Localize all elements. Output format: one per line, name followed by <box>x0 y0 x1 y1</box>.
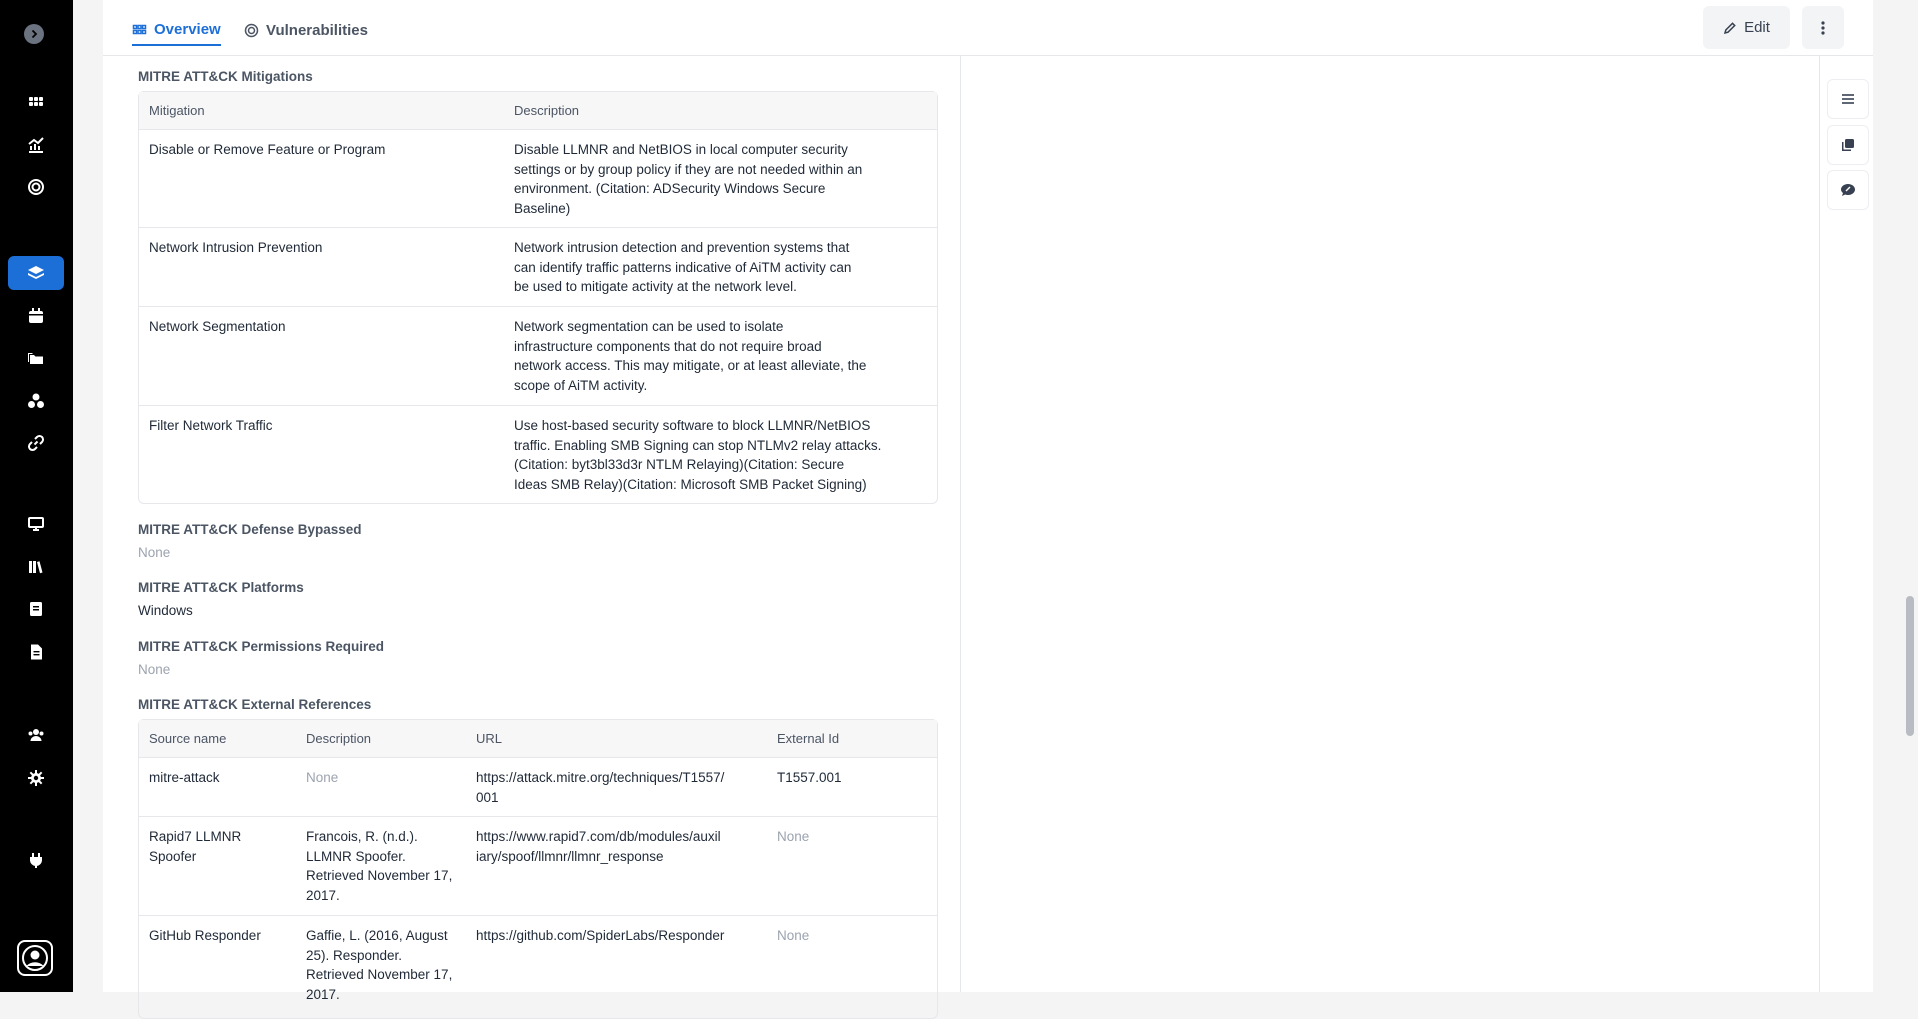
nav-links[interactable] <box>8 426 64 460</box>
reference-url[interactable]: 001 <box>476 789 499 805</box>
column-header: Mitigation <box>149 103 205 118</box>
description-line: (Citation: byt3bl33d3r NTLM Relaying)(Citation: Secure <box>514 457 845 473</box>
table-row <box>139 406 937 503</box>
monitor-icon <box>27 515 45 533</box>
description-line: Network intrusion detection and prevention systems that <box>514 240 850 255</box>
nav-monitor[interactable] <box>8 507 64 541</box>
nav-settings[interactable] <box>8 761 64 795</box>
tab-overview[interactable] <box>132 14 221 46</box>
description-line: Ideas SMB Relay)(Citation: Microsoft SMB Packet Signing) <box>514 476 867 492</box>
table-row <box>139 916 937 1016</box>
nav-users[interactable] <box>8 718 64 752</box>
nav-library[interactable] <box>8 550 64 584</box>
table-row <box>139 228 937 307</box>
reference-description: 2017. <box>306 887 340 903</box>
reference-description: 25). Responder. <box>306 947 403 963</box>
reference-description: LLMNR Spoofer. <box>306 848 406 864</box>
description-line: be used to mitigate activity at the network level. <box>514 279 797 295</box>
mitigation-name: Disable or Remove Feature or Program <box>149 142 386 157</box>
mitigation-name: Filter Network Traffic <box>149 418 273 433</box>
description-line: scope of AiTM activity. <box>514 377 648 393</box>
link-icon <box>27 434 45 452</box>
page-scrollbar[interactable] <box>1906 596 1914 736</box>
document-icon <box>27 643 45 661</box>
column-header: External Id <box>777 731 840 746</box>
nav-documents[interactable] <box>8 635 64 669</box>
reference-url[interactable]: https://attack.mitre.org/techniques/T1557/ <box>476 770 725 785</box>
reference-description: Gaffie, L. (2016, August <box>306 928 448 943</box>
description-line: Network segmentation can be used to isolate <box>514 319 784 334</box>
table-header <box>139 92 937 130</box>
main-panel <box>103 0 1873 1002</box>
right-rail <box>1819 56 1873 992</box>
source-name: GitHub Responder <box>149 928 261 943</box>
external-id: None <box>777 928 810 943</box>
description-line: Use host-based security software to block LLMNR/NetBIOS <box>514 418 871 433</box>
nav-integrations[interactable] <box>8 843 64 877</box>
user-icon <box>21 944 49 972</box>
defense-bypassed-value: None <box>138 545 171 560</box>
reference-description: 2017. <box>306 986 340 1002</box>
library-icon <box>27 558 45 576</box>
reference-description: Retrieved November 17, <box>306 967 453 983</box>
tab-label: Vulnerabilities <box>266 21 368 39</box>
description-line: settings or by group policy if they are not needed within an <box>514 161 863 177</box>
edit-label: Edit <box>1744 19 1770 36</box>
defense-bypassed-title: MITRE ATT&CK Defense Bypassed <box>138 522 362 537</box>
table-header <box>139 720 937 758</box>
pencil-icon <box>1723 21 1737 35</box>
outline-button[interactable] <box>1827 79 1869 119</box>
mitigation-name: Network Intrusion Prevention <box>149 240 323 255</box>
tab-label: Overview <box>154 20 221 38</box>
external-id: None <box>777 829 810 844</box>
nav-targets[interactable] <box>8 170 64 204</box>
edit-button[interactable] <box>1703 6 1790 49</box>
copy-button[interactable] <box>1827 125 1869 165</box>
column-header: URL <box>476 731 503 746</box>
analytics-icon <box>27 136 45 154</box>
reference-description: None <box>306 770 339 785</box>
comments-button[interactable] <box>1827 170 1869 210</box>
plug-icon <box>27 851 45 869</box>
permissions-title: MITRE ATT&CK Permissions Required <box>138 639 385 654</box>
gear-icon <box>27 769 45 787</box>
left-nav <box>0 0 73 992</box>
expand-sidebar-button[interactable] <box>24 24 44 44</box>
description-line: network access. This may mitigate, or at least alleviate, the <box>514 358 867 374</box>
calendar-icon <box>27 307 45 325</box>
column-header: Description <box>514 103 580 118</box>
table-row <box>139 758 937 817</box>
layers-icon <box>27 264 45 282</box>
copy-icon <box>1840 137 1856 153</box>
tab-bar <box>103 0 1873 56</box>
nav-dashboard[interactable] <box>8 85 64 119</box>
tab-vulnerabilities[interactable] <box>244 14 368 46</box>
column-header: Source name <box>149 731 227 746</box>
column-header: Description <box>306 731 372 746</box>
list-icon <box>1840 91 1856 107</box>
table-row <box>139 130 937 228</box>
description-line: environment. (Citation: ADSecurity Windows Secure <box>514 181 826 197</box>
reference-url[interactable]: iary/spoof/llmnr/llmnr_response <box>476 848 664 864</box>
source-name: Spoofer <box>149 848 197 864</box>
source-name: mitre-attack <box>149 770 220 785</box>
chevron-right-icon <box>29 29 39 39</box>
folders-icon <box>27 349 45 367</box>
mitigations-table <box>138 91 938 504</box>
reference-url[interactable]: https://www.rapid7.com/db/modules/auxil <box>476 829 721 844</box>
column-divider <box>960 56 961 992</box>
mitigation-name: Network Segmentation <box>149 319 286 334</box>
target-icon <box>27 178 45 196</box>
reference-url[interactable]: https://github.com/SpiderLabs/Responder <box>476 928 725 943</box>
platforms-value: Windows <box>138 603 193 618</box>
references-title: MITRE ATT&CK External References <box>138 697 372 712</box>
mitigations-title: MITRE ATT&CK Mitigations <box>138 69 313 84</box>
external-id: T1557.001 <box>777 770 842 785</box>
table-row <box>139 817 937 916</box>
user-avatar[interactable] <box>17 940 53 976</box>
nav-calendar[interactable] <box>8 299 64 333</box>
reference-description: Francois, R. (n.d.). <box>306 829 418 844</box>
kebab-menu-icon <box>1821 21 1825 35</box>
permissions-value: None <box>138 662 171 677</box>
target-icon <box>244 23 259 38</box>
description-line: Baseline) <box>514 200 571 216</box>
nav-hazards[interactable] <box>8 384 64 418</box>
description-line: infrastructure components that do not require broad <box>514 338 822 354</box>
users-icon <box>27 726 45 744</box>
description-line: can identify traffic patterns indicative of AiTM activity can <box>514 259 852 275</box>
references-table <box>138 719 938 1019</box>
description-line: Disable LLMNR and NetBIOS in local computer security <box>514 142 848 157</box>
nav-analytics[interactable] <box>8 128 64 162</box>
comment-icon <box>1840 182 1856 198</box>
source-name: Rapid7 LLMNR <box>149 829 242 844</box>
description-line: traffic. Enabling SMB Signing can stop NTLMv2 relay attacks. <box>514 437 882 453</box>
platforms-title: MITRE ATT&CK Platforms <box>138 580 304 595</box>
nav-folders[interactable] <box>8 341 64 375</box>
nav-layers[interactable] <box>8 256 64 290</box>
dashboard-icon <box>27 93 45 111</box>
grid-icon <box>132 22 147 37</box>
nav-books[interactable] <box>8 592 64 626</box>
table-row <box>139 307 937 406</box>
reference-description: Retrieved November 17, <box>306 868 453 884</box>
book-icon <box>27 600 45 618</box>
more-options-button[interactable] <box>1802 6 1844 49</box>
hazard-icon <box>27 392 45 410</box>
